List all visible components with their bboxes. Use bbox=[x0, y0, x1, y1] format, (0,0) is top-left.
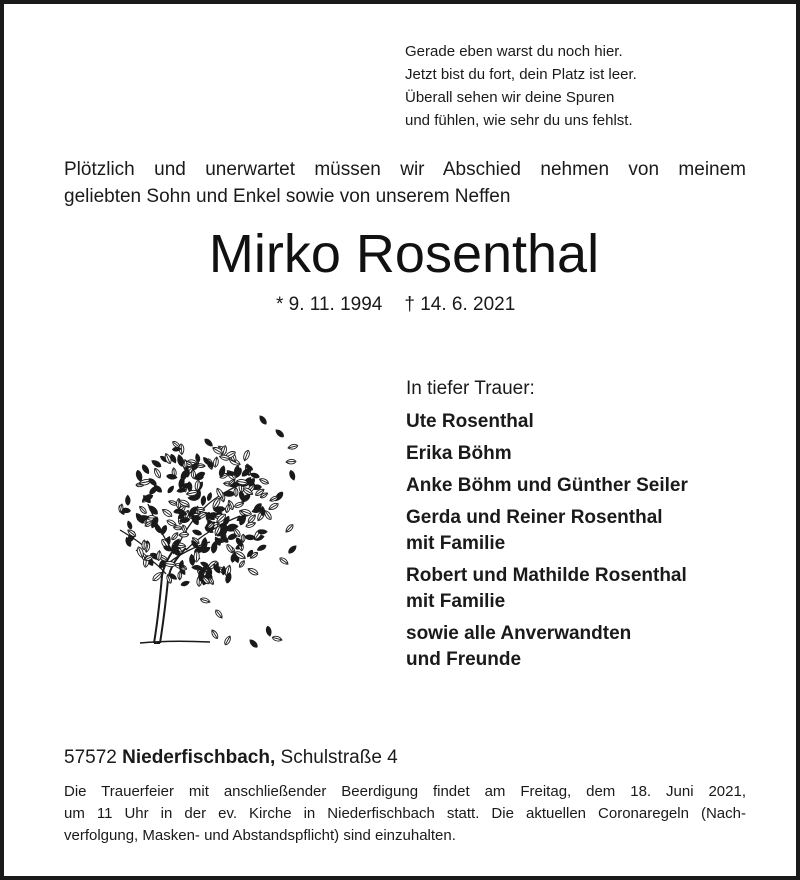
poem-line: Gerade eben warst du noch hier. bbox=[405, 43, 623, 60]
poem-line: Jetzt bist du fort, dein Platz ist leer. bbox=[405, 66, 637, 83]
windblown-tree-icon bbox=[100, 404, 310, 654]
death-date: † 14. 6. 2021 bbox=[404, 294, 516, 315]
notice-line: um 11 Uhr in der ev. Kirche in Niederfischbach statt. Die aktuellen Coronaregeln (Nach- bbox=[64, 805, 746, 822]
mourner-entry bbox=[406, 621, 746, 673]
address-postcode: 57572 bbox=[64, 747, 117, 768]
funeral-notice bbox=[64, 781, 746, 847]
announcement-intro bbox=[64, 156, 746, 210]
intro-line: geliebten Sohn und Enkel sowie von unserem Neffen bbox=[64, 186, 511, 207]
notice-line: verfolgung, Masken- und Abstandspflicht) sind einzuhalten. bbox=[64, 827, 456, 844]
mourner-name: Robert und Mathilde Rosenthal bbox=[406, 565, 687, 586]
memorial-poem bbox=[405, 40, 637, 132]
mourner-family-note: mit Familie bbox=[406, 591, 506, 612]
notice-line: Die Trauerfeier mit anschließender Beerdigung findet am Freitag, dem 18. Juni 2021, bbox=[64, 783, 746, 800]
address-street: Schulstraße 4 bbox=[280, 747, 398, 768]
mourner-entry bbox=[406, 505, 746, 557]
poem-line: Überall sehen wir deine Spuren bbox=[405, 89, 615, 106]
mourner-name: Gerda und Reiner Rosenthal bbox=[406, 507, 663, 528]
mourner-entry bbox=[406, 409, 746, 435]
poem-line: und fühlen, wie sehr du uns fehlst. bbox=[405, 112, 633, 129]
birth-date: * 9. 11. 1994 bbox=[276, 294, 383, 315]
intro-line: Plötzlich und unerwartet müssen wir Abschied nehmen von meinem bbox=[64, 159, 746, 180]
mourner-name: Ute Rosenthal bbox=[406, 411, 534, 432]
mourner-entry bbox=[406, 441, 746, 467]
mourner-name: Anke Böhm und Günther Seiler bbox=[406, 475, 688, 496]
mourners-list bbox=[406, 376, 746, 679]
mourner-entry bbox=[406, 563, 746, 615]
mourner-entry bbox=[406, 473, 746, 499]
address-town: Niederfischbach, bbox=[122, 747, 276, 768]
mourner-name: Erika Böhm bbox=[406, 443, 512, 464]
deceased-name: Mirko Rosenthal bbox=[208, 224, 600, 284]
life-dates bbox=[276, 292, 515, 318]
mourners-heading: In tiefer Trauer: bbox=[406, 378, 535, 399]
mourner-family-note: und Freunde bbox=[406, 649, 522, 670]
mourner-family-note: mit Familie bbox=[406, 533, 506, 554]
mourner-name: sowie alle Anverwandten bbox=[406, 623, 632, 644]
family-address bbox=[64, 745, 398, 771]
